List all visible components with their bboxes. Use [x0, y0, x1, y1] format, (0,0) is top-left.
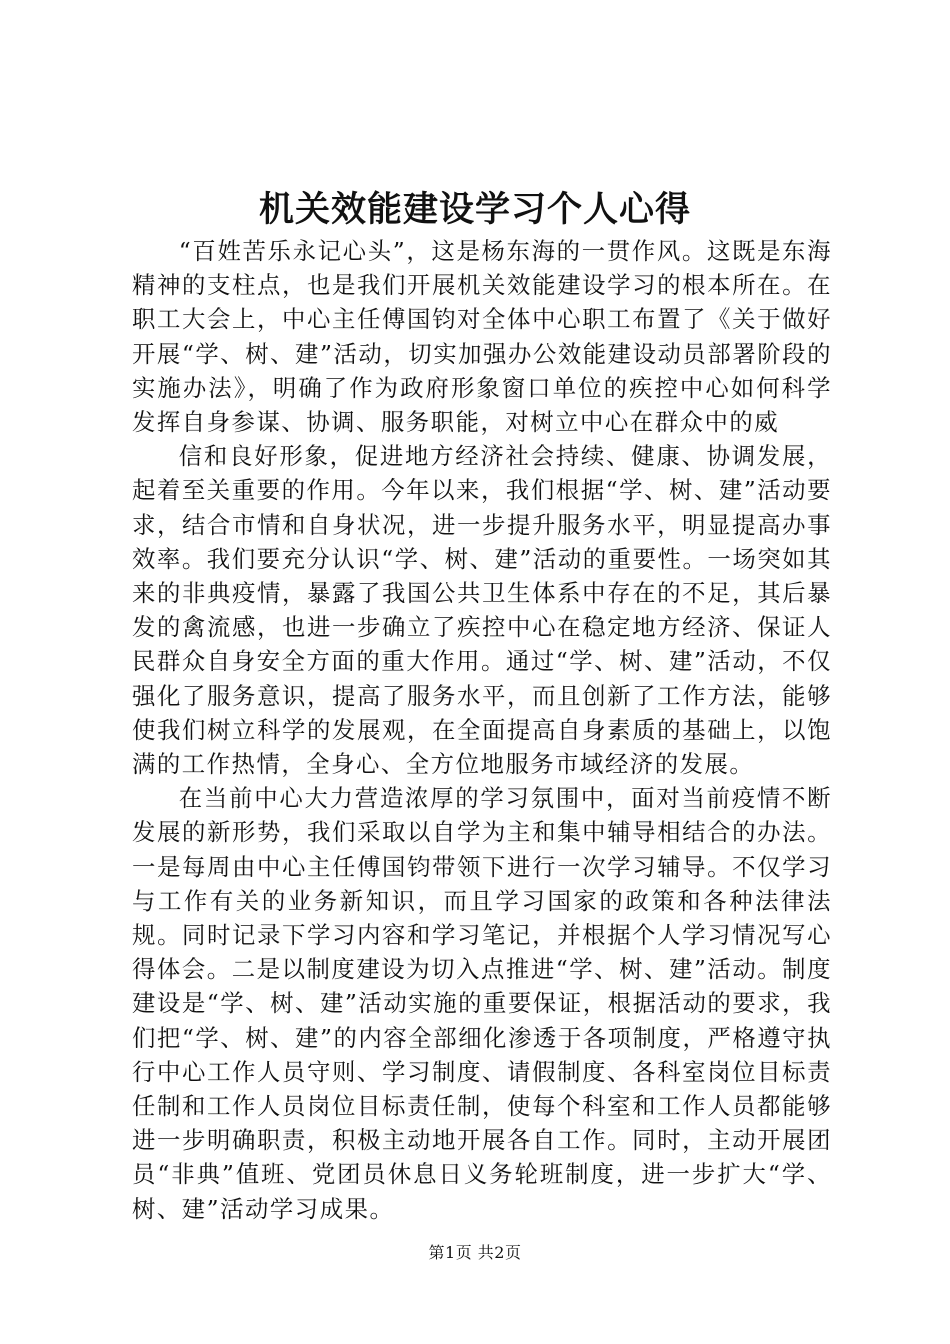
document-title: 机关效能建设学习个人心得 — [258, 189, 691, 230]
page-number-footer: 第1页 共2页 — [428, 1243, 522, 1262]
paragraph-1: “百姓苦乐永记心头”，这是杨东海的一贯作风。这既是东海精神的支柱点，也是我们开展机关效能建设学习的根本所在。在职工大会上，中心主任傅国钧对全体中心职工布置了《关于做好开展“学、树、建”活动，切实加强办公效能建设动员部署阶段的实施办法》，明确了作为政府形象窗口单位的疾控中心如何科学发挥自身参谋、协调、服务职能，对树立中心在群众中的威 — [132, 237, 832, 437]
paragraph-3: 在当前中心大力营造浓厚的学习氛围中，面对当前疫情不断发展的新形势，我们采取以自学为主和集中辅导相结合的办法。一是每周由中心主任傅国钧带领下进行一次学习辅导。不仅学习与工作有关的业务新知识，而且学习国家的政策和各种法律法规。同时记录下学习内容和学习笔记，并根据个人学习情况写心得体会。二是以制度建设为切入点推进“学、树、建”活动。制度建设是“学、树、建”活动实施的重要保证，根据活动的要求，我们把“学、树、建”的内容全部细化渗透于各项制度，严格遵守执行中心工作人员守则、学习制度、请假制度、各科室岗位目标责任制和工作人员岗位目标责任制，使每个科室和工作人员都能够进一步明确职责，积极主动地开展各自工作。同时，主动开展团员“非典”值班、党团员休息日义务轮班制度，进一步扩大“学、树、建”活动学习成果。 — [132, 784, 832, 1223]
paragraph-2: 信和良好形象，促进地方经济社会持续、健康、协调发展，起着至关重要的作用。今年以来，我们根据“学、树、建”活动要求，结合市情和自身状况，进一步提升服务水平，明显提高办事效率。我们要充分认识“学、树、建”活动的重要性。一场突如其来的非典疫情，暴露了我国公共卫生体系中存在的不足，其后暴发的禽流感，也进一步确立了疾控中心在稳定地方经济、保证人民群众自身安全方面的重大作用。通过“学、树、建”活动，不仅强化了服务意识，提高了服务水平，而且创新了工作方法，能够使我们树立科学的发展观，在全面提高自身素质的基础上，以饱满的工作热情，全身心、全方位地服务市域经济的发展。 — [132, 442, 832, 779]
document-body — [132, 234, 832, 1226]
